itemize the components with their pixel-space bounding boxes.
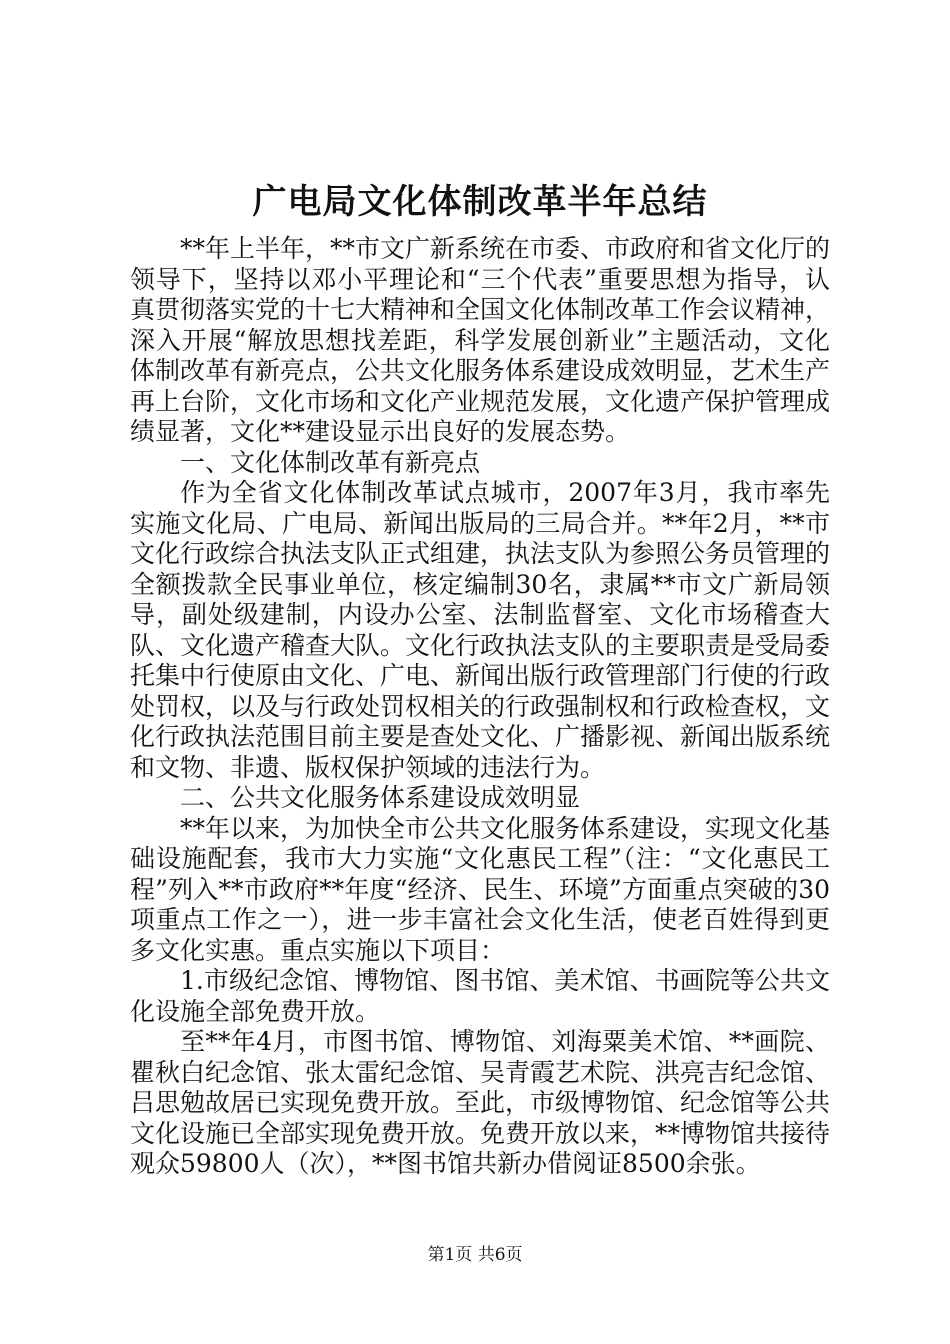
section-heading-2: 二、公共文化服务体系建设成效明显	[180, 783, 581, 812]
intro-paragraph: **年上半年，**市文广新系统在市委、市政府和省文化厅的领导下，坚持以邓小平理论和“三个代表”重要思想为指导，认真贯彻落实党的十七大精神和全国文化体制改革工作会议精神，深入开展“解放思想找差距，科学发展创新业”主题活动，文化体制改革有新亮点，公共文化服务体系建设成效明显，艺术生产再上台阶，文化市场和文化产业规范发展，文化遗产保护管理成绩显著，文化**建设显示出良好的发展态势。	[130, 234, 831, 446]
page-number-footer: 第1页 共6页	[427, 1245, 523, 1265]
section-1-paragraph: 作为全省文化体制改革试点城市，2007年3月，我市率先实施文化局、广电局、新闻出版局的三局合并。**年2月，**市文化行政综合执法支队正式组建，执法支队为参照公务员管理的全额拨款全民事业单位，核定编制30名，隶属**市文广新局领导，副处级建制，内设办公室、法制监督室、文化市场稽查大队、文化遗产稽查大队。文化行政执法支队的主要职责是受局委托集中行使原由文化、广电、新闻出版行政管理部门行使的行政处罚权，以及与行政处罚权相关的行政强制权和行政检查权，文化行政执法范围目前主要是查处文化、广播影视、新闻出版系统和文物、非遗、版权保护领域的违法行为。	[130, 478, 831, 782]
document-page	[130, 180, 830, 1180]
document-title: 广电局文化体制改革半年总结	[252, 182, 708, 222]
item-1-heading: 1.市级纪念馆、博物馆、图书馆、美术馆、书画院等公共文化设施全部免费开放。	[130, 966, 830, 1026]
item-1-paragraph: 至**年4月，市图书馆、博物馆、刘海粟美术馆、**画院、瞿秋白纪念馆、张太雷纪念馆、吴青霞艺术院、洪亮吉纪念馆、吕思勉故居已实现免费开放。至此，市级博物馆、纪念馆等公共文化设施已全部实现免费开放。免费开放以来，**博物馆共接待观众59800人（次），**图书馆共新办借阅证8500余张。	[130, 1027, 831, 1178]
section-heading-1: 一、文化体制改革有新亮点	[180, 447, 481, 477]
section-2-paragraph: **年以来，为加快全市公共文化服务体系建设，实现文化基础设施配套，我市大力实施“文化惠民工程”（注：“文化惠民工程”列入**市政府**年度“经济、民生、环境”方面重点突破的30项重点工作之一），进一步丰富社会文化生活，使老百姓得到更多文化实惠。重点实施以下项目：	[130, 813, 831, 965]
